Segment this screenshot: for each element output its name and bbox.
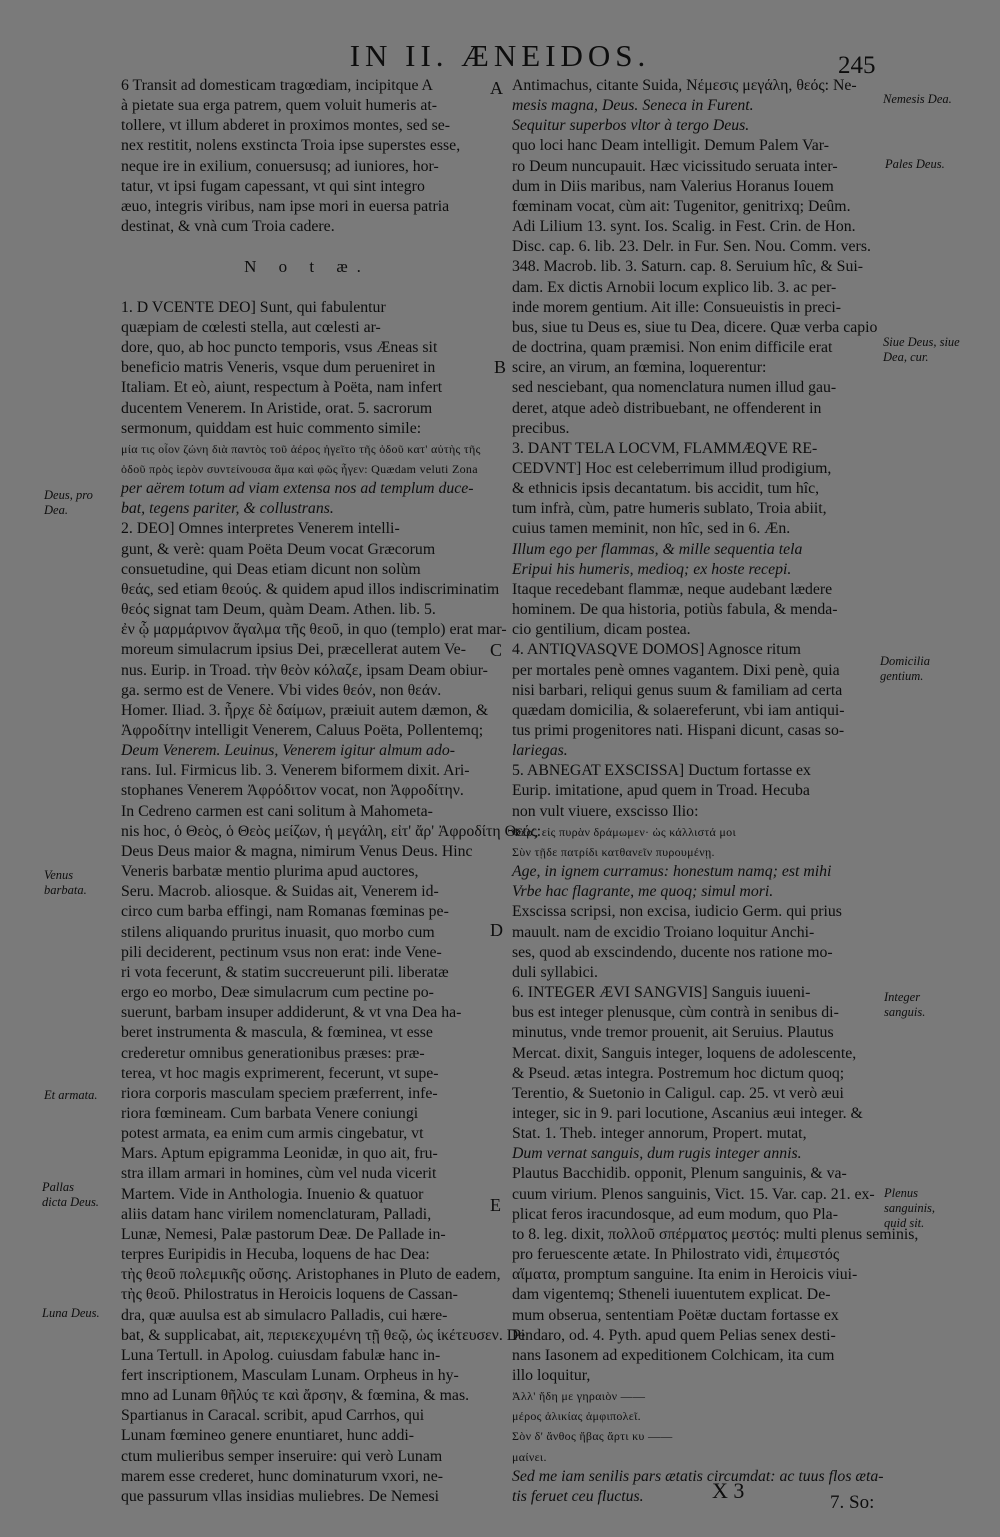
text-line: circo cum barba effingi, nam Romanas fœminas pe-: [121, 903, 449, 921]
text-line: αἵματα, promptum sanguine. Ita enim in Heroicis viui-: [512, 1266, 858, 1284]
text-line: ctum mulieribus semper inseruire: qui verò Lunam: [121, 1447, 443, 1465]
text-line: dam vigentemq; Stheneli iuuentutem explicat. De-: [512, 1286, 831, 1304]
text-line: illo loquitur,: [512, 1367, 591, 1384]
text-line: dra, quæ auulsa est ab simulacro Palladis, cui hære-: [121, 1306, 448, 1324]
text-line: Antimachus, citante Suida, Νέμεσις μεγάλη, θεός: Ne-: [512, 77, 857, 94]
text-line: quæpiam de cœlesti stella, aut cœlesti ar-: [121, 318, 381, 336]
text-line: Dum vernat sanguis, dum rugis integer annis.: [512, 1145, 802, 1163]
text-line: μέρος ἀλικίας ἀμφιπολεῖ.: [512, 1409, 641, 1424]
text-line: [121, 237, 493, 257]
text-line: Φέρ', εἰς πυρὰν δράμωμεν· ὡς κάλλιστά μοι: [512, 824, 736, 839]
text-line: Lunam fœmineo genere enuntiaret, hunc addi-: [121, 1427, 415, 1445]
text-line: quædam domicilia, & solaereferunt, vbi iam antiqui-: [512, 701, 845, 719]
text-line: que passurum vllas insidias muliebres. De Nemesi: [121, 1487, 440, 1505]
text-line: In Cedreno carmen est cani solitum à Mahometa-: [121, 802, 433, 820]
text-line: dum in Diis maribus, nam Valerius Horanus Iouem: [512, 177, 834, 195]
text-line: tis feruet ceu fluctus.: [512, 1487, 644, 1505]
text-line: per mortales penè omnes vagantem. Dixi penè, quia: [512, 661, 840, 679]
section-letter-b: B: [494, 357, 507, 377]
text-line: scire, an virum, an fœmina, loquerentur:: [512, 359, 767, 377]
margin-note-pallas: Pallas dicta Deus.: [42, 1180, 99, 1209]
text-line: plicat feros iracundosque, ad eum modum, quo Pla-: [512, 1205, 838, 1223]
text-line: per aërem totum ad viam extensa nos ad templum duce-: [121, 480, 474, 498]
margin-note-et-armata: Et armata.: [44, 1088, 98, 1102]
margin-note-deus-pro-dea: Deus, pro Dea.: [44, 488, 93, 517]
text-line: Σὸν δ' ἄνθος ἥβας ἄρτι κυ ——: [512, 1429, 673, 1444]
text-line: 2. DEO] Omnes interpretes Venerem intelli-: [121, 520, 400, 538]
text-line: de doctrina, quam præmisi. Non enim difficile erat: [512, 339, 833, 357]
text-line: Homer. Iliad. 3. ἦρχε δὲ δαίμων, præiuit autem dæmon, &: [121, 701, 489, 719]
text-line: aliis datam hanc virilem nomenclaturam, Palladi,: [121, 1205, 432, 1223]
text-line: terea, vt hoc magis exprimerent, fecerunt, vt supe-: [121, 1064, 439, 1082]
text-line: Σὺν τῇδε πατρίδι κατθανεῖν πυρουμένῃ.: [512, 844, 715, 859]
text-line: lariegas.: [512, 742, 568, 760]
text-line: mum obserua, sententiam Poëtæ ductam fortasse ex: [512, 1306, 839, 1324]
text-line: deret, atque adeò distribuebant, ne offenderent in: [512, 399, 822, 417]
text-line: τὴς θεοῦ. Philostratus in Heroicis loquens de Cassan-: [121, 1286, 458, 1304]
text-line: Exscissa scripsi, non excisa, iudicio Germ. qui prius: [512, 903, 842, 921]
text-line: Sed me iam senilis pars ætatis circumdat: ac tuus flos æta-: [512, 1467, 884, 1485]
text-line: Lunæ, Nemesi, Palæ pastorum Deæ. De Pallade in-: [121, 1225, 446, 1243]
text-line: ducentem Venerem. In Aristide, orat. 5. sacrorum: [121, 399, 433, 417]
text-line: potest armata, ea enim cum armis cingebatur, vt: [121, 1125, 424, 1143]
text-line: ὁδοῦ πρὸς ἱερὸν συντείνουσα ἅμα καὶ φῶς ἦγεν: Quædam veluti Zona: [121, 461, 478, 476]
text-line: terpres Euripidis in Hecuba, loquens de hac Dea:: [121, 1246, 430, 1264]
text-line: fert inscriptionem, Masculam Lunam. Orpheus in hy-: [121, 1367, 459, 1384]
text-line: Terentio, & Suetonio in Caligul. cap. 25. vt verò æui: [512, 1084, 844, 1102]
text-line: ri vota fecerunt, & statim succreuerunt pili. liberatæ: [121, 963, 449, 981]
text-line: ergo eo morbo, Deæ simulacrum cum pectine po-: [121, 984, 434, 1002]
running-title: IN II. ÆNEIDOS.: [349, 38, 651, 73]
text-line: mauult. nam de excidio Troiano loquitur Anchi-: [512, 923, 815, 941]
section-letter-d: D: [490, 920, 503, 940]
text-line: Luna Tertull. in Apolog. cuiusdam fabulæ hanc in-: [121, 1346, 441, 1364]
text-line: bat, tegens pariter, & collustrans.: [121, 500, 334, 518]
text-line: Italiam. Et eò, aiunt, respectum à Poëta, nam infert: [121, 379, 443, 397]
text-line: beneficio matris Veneris, vsque dum perueniret in: [121, 359, 436, 377]
text-line: inde morem gentium. Ait ille: Consueuistis in preci-: [512, 298, 842, 316]
text-line: Eripui his humeris, medioq; ex hoste recepi.: [512, 560, 792, 578]
text-line: cio gentilium, dicam postea.: [512, 621, 691, 639]
text-line: non vult viuere, exscisso Ilio:: [512, 802, 699, 820]
margin-note-siue-deus: Siue Deus, siue Dea, cur.: [883, 335, 960, 364]
text-line: tus primi progenitores nati. Hispani dicunt, casas so-: [512, 722, 845, 739]
text-line: neque ire in exilium, conuersusq; ad iuniores, hor-: [121, 157, 439, 175]
text-line: ses, quod ab exscindendo, ducente nos ratione mo-: [512, 943, 833, 961]
text-line: duli syllabici.: [512, 963, 598, 981]
margin-note-pales: Pales Deus.: [885, 157, 945, 171]
text-line: stilens aliquando pruritus inuasit, quo morbo cum: [121, 923, 435, 941]
text-line: μαίνει.: [512, 1449, 547, 1464]
margin-note-luna-deus: Luna Deus.: [42, 1306, 100, 1320]
text-line: ro Deum nuncupauit. Hæc vicissitudo seruata inter-: [512, 157, 838, 175]
text-line: Itaque recedebant flammæ, neque audebant lædere: [512, 580, 833, 598]
text-line: gunt, & verè: quam Poëta Deum vocat Græcorum: [121, 540, 436, 558]
text-line: quo loci hanc Deam intelligit. Demum Palem Var-: [512, 137, 830, 155]
text-line: mesis magna, Deus. Seneca in Furent.: [512, 97, 754, 115]
text-line: Eurip. imitatione, apud quem in Troad. Hecuba: [512, 782, 810, 800]
text-line: sed nesciebant, qua nomenclatura numen illud gau-: [512, 379, 837, 397]
text-line: crederetur omnibus generationibus præses: præ-: [121, 1044, 425, 1062]
text-line: stra illam armari in homines, cùm vel nuda vicerit: [121, 1165, 437, 1183]
text-line: cuius tamen meminit, non hîc, sed in 6. Æn.: [512, 520, 791, 538]
text-line: nex restitit, nolens exstincta Troia ipse superstes esse,: [121, 137, 461, 155]
text-line: N o t æ.: [244, 257, 370, 277]
text-line: rans. Iul. Firmicus lib. 3. Venerem biformem dixit. Ari-: [121, 762, 470, 780]
text-line: bus est integer plenusque, cùm contrà in senibus di-: [512, 1004, 839, 1022]
text-line: tum infrà, cùm, patre humeris sublato, Troia abiit,: [512, 500, 827, 518]
text-line: precibus.: [512, 419, 570, 437]
text-line: Plautus Bacchidib. opponit, Plenum sanguinis, & va-: [512, 1165, 847, 1183]
text-line: ἐν ᾧ μαρμάρινον ἄγαλμα τῆς θεοῦ, in quo (templo) erat mar-: [121, 621, 507, 639]
text-line: Illum ego per flammas, & mille sequentia tela: [512, 540, 803, 558]
text-line: marem esse crederet, hunc dominaturum vxori, ne-: [121, 1467, 443, 1485]
text-line: 6. INTEGER ÆVI SANGVIS] Sanguis iuueni-: [512, 984, 811, 1002]
text-line: & Pseud. ætas integra. Postremum hoc dictum quoq;: [512, 1064, 845, 1082]
text-line: sermonum, quiddam est huic commento simile:: [121, 419, 422, 437]
text-line: moreum simulacrum ipsius Dei, præcellerat autem Ve-: [121, 641, 466, 659]
text-line: 5. ABNEGAT EXSCISSA] Ductum fortasse ex: [512, 762, 811, 780]
text-line: riora corporis masculam speciem præferrent, infe-: [121, 1084, 438, 1102]
section-letter-c: C: [490, 640, 503, 660]
text-line: Ἀλλ' ἤδη με γηραιὸν ——: [512, 1389, 646, 1404]
text-line: nans Iasonem ad expeditionem Colchicam, ita cum: [512, 1346, 835, 1364]
text-line: μία τις οἷον ζώνη διὰ παντὸς τοῦ ἀέρος ἠγεῖτο τῆς ὁδοῦ κατ' αὐτὴς τῆς: [121, 441, 481, 456]
section-letter-a: A: [490, 78, 503, 98]
text-line: Vrbe hac flagrante, me quoq; simul mori.: [512, 883, 774, 901]
margin-note-venus-barbata: Venus barbata.: [44, 868, 87, 897]
text-line: nus. Eurip. in Troad. τὴν θεὸν κόλαζε, ipsam Deam obiur-: [121, 661, 488, 679]
text-line: Sequitur superbos vltor à tergo Deus.: [512, 117, 750, 135]
text-line: riora fœmineam. Cum barbata Venere coniungi: [121, 1104, 419, 1122]
text-line: 348. Macrob. lib. 3. Saturn. cap. 8. Seruium hîc, & Sui-: [512, 258, 863, 276]
text-line: Veneris barbatæ mentio plurima apud auctores,: [121, 863, 419, 881]
text-line: suerunt, barbam insuper addiderunt, & vt vna Dea ha-: [121, 1004, 462, 1022]
text-line: ga. sermo est de Venere. Vbi vides θεόν, non θεάν.: [121, 681, 442, 699]
text-line: æuo, integris viribus, nam ipse mori in euersa patria: [121, 197, 450, 215]
text-line: Deum Venerem. Leuinus, Venerem igitur almum ado-: [121, 742, 456, 760]
section-letter-e: E: [490, 1195, 501, 1215]
text-line: CEDVNT] Hoc est celeberrimum illud prodigium,: [512, 459, 832, 477]
text-line: destinat, & vnà cum Troia cadere.: [121, 218, 335, 236]
margin-note-plenus-sanguinis: Plenus sanguinis, quid sit.: [884, 1186, 936, 1230]
text-line: to 8. leg. dixit, πολλοῦ σπέρματος μεστός: multi plenus seminis,: [512, 1225, 919, 1243]
text-line: Ἀφροδίτην intelligit Venerem, Caluus Poëta, Pollentemq;: [121, 722, 484, 739]
text-line: nisi barbari, reliqui genus suum & familiam ad certa: [512, 681, 843, 699]
text-line: 3. DANT TELA LOCVM, FLAMMÆQVE RE-: [512, 439, 818, 457]
margin-note-nemesis: Nemesis Dea.: [883, 92, 952, 106]
text-line: & ethnicis ipsis decantatum. bis accidit, tum hîc,: [512, 480, 820, 498]
text-line: cuum virium. Plenos sanguinis, Vict. 15. Var. cap. 21. ex-: [512, 1185, 875, 1203]
text-line: Martem. Vide in Anthologia. Inuenio & quatuor: [121, 1185, 424, 1203]
text-line: dam. Ex dictis Arnobii locum explico lib. 3. ac per-: [512, 278, 837, 296]
margin-note-domicilia: Domicilia gentium.: [880, 654, 930, 683]
text-line: bat, & supplicabat, ait, περιεκεχυμένη τῇ θεῷ, ὡς ἱκέτευσεν. De: [121, 1326, 526, 1344]
text-line: 4. ANTIQVASQVE DOMOS] Agnosce ritum: [512, 641, 801, 659]
text-line: bus, siue tu Deus es, siue tu Dea, dicere. Quæ verba capio: [512, 318, 878, 336]
text-line: minutus, vnde tremor prouenit, ait Seruius. Plautus: [512, 1024, 834, 1042]
text-line: θεάς, sed etiam θεούς. & quidem apud illos indiscriminatim: [121, 580, 500, 598]
text-line: 6 Transit ad domesticam tragœdiam, incipitque A: [121, 77, 433, 94]
text-line: integer, sic in 9. pari locutione, Ascanius æui integer. &: [512, 1104, 863, 1122]
text-line: Stat. 1. Theb. integer annorum, Propert. mutat,: [512, 1125, 807, 1143]
text-line: Pindaro, od. 4. Pyth. apud quem Pelias senex desti-: [512, 1326, 836, 1344]
text-line: nis hoc, ὁ Θεὸς, ὁ Θεὸς μείζων, ἡ μεγάλη, εἰτ' ἄρ' Ἀφροδίτη Θεός:: [121, 822, 542, 840]
text-line: Seru. Macrob. aliosque. & Suidas ait, Venerem id-: [121, 883, 439, 901]
text-line: hominem. De qua historia, potiùs fabula, & menda-: [512, 601, 838, 619]
text-line: stophanes Venerem Ἀφρόδιτον vocat, non Ἀφροδίτην.: [121, 782, 464, 800]
text-line: pili deciderent, pectinum vsus non erat: inde Vene-: [121, 943, 442, 961]
text-line: [121, 278, 493, 298]
text-line: à pietate sua erga patrem, quem voluit humeris at-: [121, 97, 437, 115]
signature-mark: X 3: [712, 1478, 745, 1503]
text-line: dore, quo, ab hoc puncto temporis, vsus Æneas sit: [121, 339, 438, 357]
text-line: Disc. cap. 6. lib. 23. Delr. in Fur. Sen. Nou. Comm. vers.: [512, 238, 871, 256]
text-line: Mercat. dixit, Sanguis integer, loquens de adolescente,: [512, 1044, 857, 1062]
text-line: τὴς θεοῦ πολεμικῆς οὔσης. Aristophanes in Pluto de eadem,: [121, 1266, 501, 1284]
text-line: 1. D VCENTE DEO] Sunt, qui fabulentur: [121, 298, 386, 316]
text-line: Mars. Aptum epigramma Leonidæ, in quo ait, fru-: [121, 1145, 438, 1163]
text-line: tollere, vt illum abderet in proximos montes, sed se-: [121, 117, 451, 135]
text-line: beret instrumenta & mascula, & fœminea, vt esse: [121, 1024, 433, 1042]
margin-note-integer-sanguis: Integer sanguis.: [884, 990, 926, 1019]
text-line: pro feruescente ætate. In Philostrato vidi, ἐπιμεστός: [512, 1246, 840, 1264]
text-line: tatur, vt ipsi fugam capessant, vt qui sint integro: [121, 177, 425, 195]
text-line: θεός signat tam Deum, quàm Deam. Athen. lib. 5.: [121, 601, 436, 619]
text-line: Deus Deus maior & magna, nimirum Venus Deus. Hinc: [121, 842, 473, 860]
text-line: mno ad Lunam θῆλύς τε καὶ ἄρσην, & fœmina, & mas.: [121, 1387, 470, 1405]
text-line: consuetudine, qui Deas etiam dicunt non solùm: [121, 560, 421, 578]
text-line: Adi Lilium 13. synt. Ios. Scalig. in Fest. Crin. de Hon.: [512, 218, 856, 236]
text-line: Spartianus in Caracal. scribit, apud Carrhos, qui: [121, 1407, 425, 1425]
text-line: fœminam vocat, cùm ait: Tugenitor, genitrixq; Deûm.: [512, 197, 851, 215]
text-line: Age, in ignem curramus: honestum namq; est mihi: [512, 863, 832, 881]
catchword: 7. So:: [830, 1492, 875, 1513]
page-number: 245: [838, 52, 876, 79]
